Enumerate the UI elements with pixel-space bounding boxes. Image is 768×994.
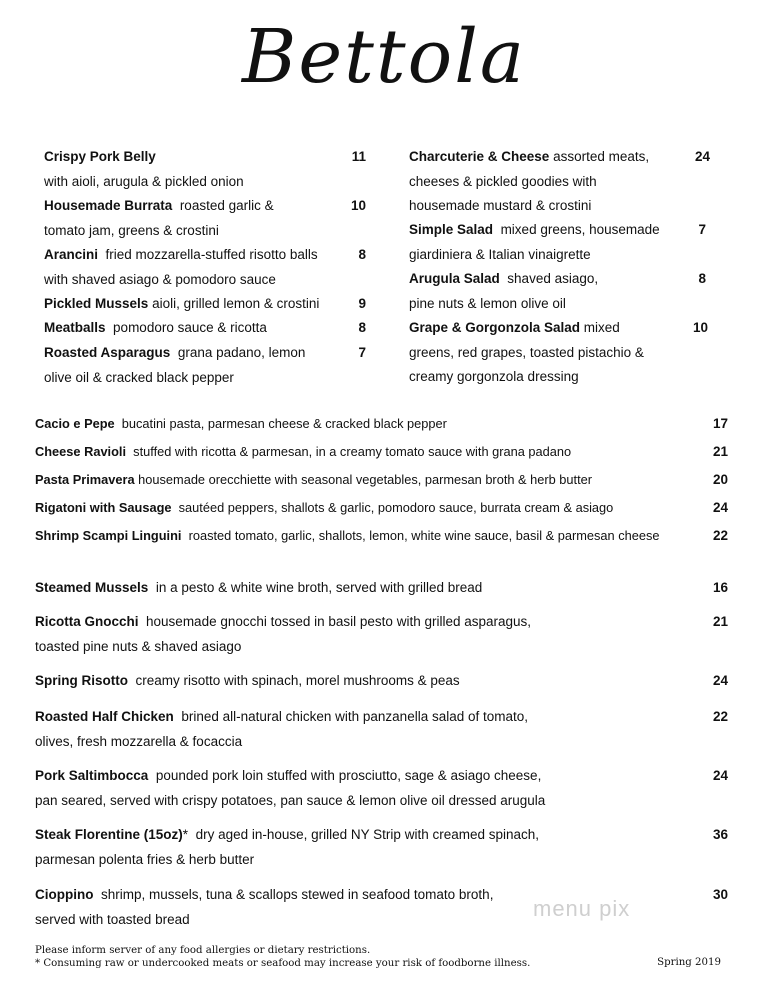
menu-item: Pasta Primavera housemade orecchiette with seasonal vegetables, parmesan broth & herb butter [35,472,593,487]
menu-item: Arugula Salad shaved asiago, pine nuts & lemon olive oil [409,271,599,311]
menu-item: Steamed Mussels in a pesto & white wine broth, served with grilled bread [35,580,483,595]
menu-item: Rigatoni with Sausage sautéed peppers, shallots & garlic, pomodoro sauce, burrata cream & asiago [35,500,614,515]
menu-item: Ricotta Gnocchi housemade gnocchi tossed in basil pesto with grilled asparagus, toasted pine nuts & shaved asiago [35,614,532,654]
menu-item: Grape & Gorgonzola Salad mixed greens, red grapes, toasted pistachio & creamy gorgonzola dressing [409,320,644,384]
season-label: Spring 2019 [657,957,721,968]
item-price: 7 [698,222,706,237]
item-price: 20 [712,472,728,487]
item-price: 8 [698,271,706,286]
allergy-note: Please inform server of any food allergies or dietary restrictions. [35,945,371,956]
menu-item: Meatballs pomodoro sauce & ricotta [44,320,267,335]
menu-item: Housemade Burrata roasted garlic & tomato jam, greens & crostini [44,198,274,238]
item-price: 16 [712,580,728,595]
item-price: 24 [712,500,728,515]
menu-item: Cheese Ravioli stuffed with ricotta & parmesan, in a creamy tomato sauce with grana padano [35,444,572,459]
menu-item: Roasted Asparagus grana padano, lemon olive oil & cracked black pepper [44,345,306,385]
item-price: 22 [712,528,728,543]
menu-item: Spring Risotto creamy risotto with spinach, morel mushrooms & peas [35,673,460,688]
menu-item: Arancini fried mozzarella-stuffed risotto balls with shaved asiago & pomodoro sauce [44,247,318,287]
item-price: 22 [712,709,728,724]
item-price: 24 [712,768,728,783]
menu-item: Pork Saltimbocca pounded pork loin stuffed with prosciutto, sage & asiago cheese, pan seared, served with crispy potatoes, pan sauce & lemon olive oil dressed arugula [35,768,546,808]
item-price: 24 [712,673,728,688]
menu-item: Pickled Mussels aioli, grilled lemon & crostini [44,296,320,311]
item-price: 36 [712,827,728,842]
item-price: 11 [351,149,366,164]
item-price: 21 [712,444,728,459]
item-price: 9 [358,296,366,311]
item-price: 30 [712,887,728,902]
restaurant-title: Bettola [242,14,526,100]
item-price: 24 [694,149,710,164]
item-price: 8 [358,320,366,335]
item-price: 17 [712,416,728,431]
raw-food-warning: * Consuming raw or undercooked meats or seafood may increase your risk of foodborne illness. [35,958,531,969]
item-price: 10 [350,198,366,213]
menu-item: Charcuterie & Cheese assorted meats, cheeses & pickled goodies with housemade mustard & crostini [409,149,650,213]
footer-notes [35,944,530,970]
item-price: 7 [358,345,366,360]
menu-item: Cioppino shrimp, mussels, tuna & scallops stewed in seafood tomato broth, served with toasted bread [35,887,494,927]
menu-item: Simple Salad mixed greens, housemade giardiniera & Italian vinaigrette [409,222,660,262]
item-price: 21 [712,614,728,629]
item-price: 10 [692,320,708,335]
menu-item: Steak Florentine (15oz)* dry aged in-house, grilled NY Strip with creamed spinach, parmesan polenta fries & herb butter [35,827,540,867]
watermark-text: menu pix [533,896,631,921]
item-price: 8 [358,247,366,262]
menu-item: Crispy Pork Belly with aioli, arugula & pickled onion [44,149,244,189]
menu-item: Cacio e Pepe bucatini pasta, parmesan cheese & cracked black pepper [35,416,447,431]
menu-item: Shrimp Scampi Linguini roasted tomato, garlic, shallots, lemon, white wine sauce, basil & parmesan cheese [35,528,660,543]
menu-item: Roasted Half Chicken brined all-natural chicken with panzanella salad of tomato, olives, fresh mozzarella & focaccia [35,709,529,749]
